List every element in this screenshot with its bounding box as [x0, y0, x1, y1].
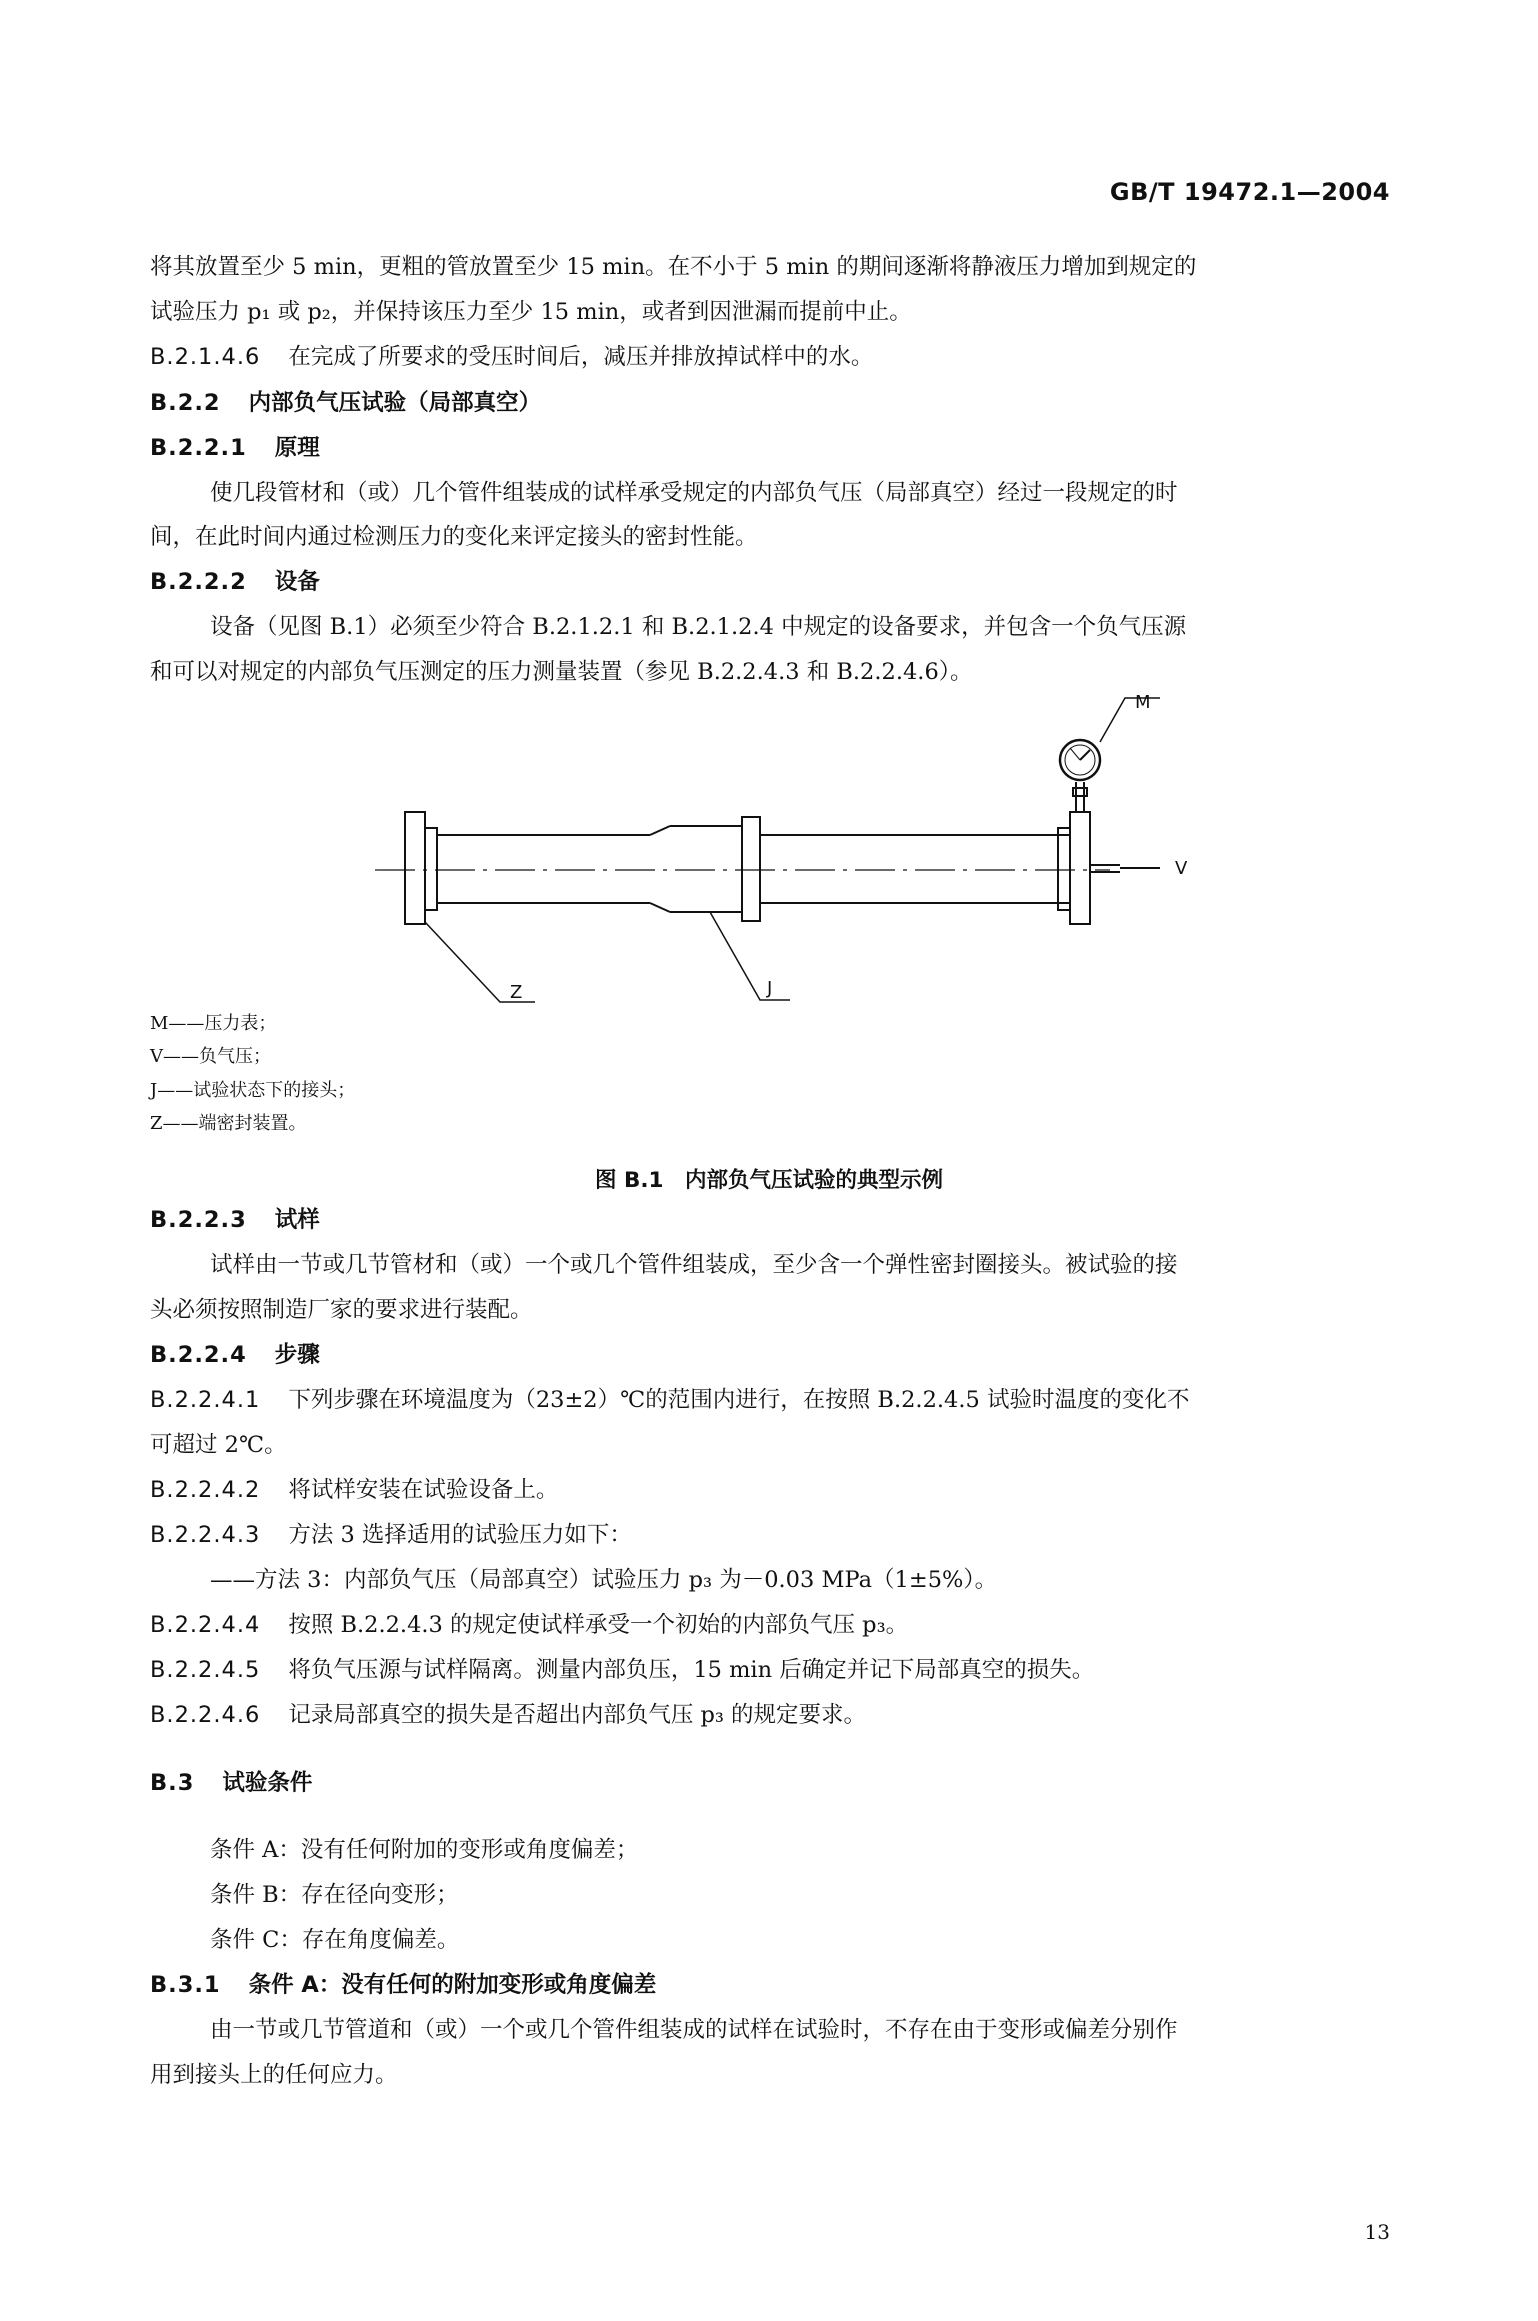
clause-number: B.2.2.4.2 — [150, 1477, 261, 1503]
list-item: ——方法 3：内部负气压（局部真空）试验压力 p₃ 为－0.03 MPa（1±5%）。 — [210, 1567, 998, 1593]
clause-b2244 — [150, 1610, 908, 1640]
standard-number: GB/T 19472.1—2004 — [1109, 178, 1390, 206]
heading-b3 — [150, 1768, 312, 1798]
left-end-plate — [425, 828, 437, 910]
legend-item: J——试验状态下的接头； — [150, 1080, 356, 1101]
heading-title: 步骤 — [274, 1342, 320, 1368]
left-end-seal — [405, 812, 425, 924]
heading-b223 — [150, 1205, 320, 1235]
paragraph-line: 用到接头上的任何应力。 — [150, 2062, 398, 2088]
condition-c: 条件 C：存在角度偏差。 — [210, 1927, 460, 1953]
heading-number: B.2.2.2 — [150, 569, 247, 595]
label-z: Z — [510, 982, 523, 1003]
joint-ring — [742, 817, 760, 921]
clause-b2243 — [150, 1520, 632, 1550]
pressure-gauge-icon — [1060, 740, 1100, 780]
clause-text: 将负气压源与试样隔离。测量内部负压，15 min 后确定并记下局部真空的损失。 — [288, 1657, 1095, 1683]
clause-number: B.2.2.4.1 — [150, 1387, 261, 1413]
legend-item: M——压力表； — [150, 1013, 277, 1034]
paragraph-line: 可超过 2℃。 — [150, 1432, 287, 1458]
paragraph-line: 间，在此时间内通过检测压力的变化来评定接头的密封性能。 — [150, 524, 758, 550]
heading-b224 — [150, 1340, 320, 1370]
right-end-plate — [1058, 828, 1070, 910]
heading-number: B.3.1 — [150, 1972, 221, 1998]
clause-text: 方法 3 选择适用的试验压力如下： — [288, 1522, 632, 1548]
heading-title: 条件 A：没有任何的附加变形或角度偏差 — [248, 1972, 657, 1998]
clause-text: 记录局部真空的损失是否超出内部负气压 p₃ 的规定要求。 — [288, 1702, 867, 1728]
page-number: 13 — [1364, 2220, 1390, 2244]
label-v: V — [1175, 858, 1188, 879]
clause-text: 在完成了所要求的受压时间后，减压并排放掉试样中的水。 — [288, 344, 874, 370]
clause-text: 按照 B.2.2.4.3 的规定使试样承受一个初始的内部负气压 p₃。 — [288, 1612, 909, 1638]
clause-text: 下列步骤在环境温度为（23±2）℃的范围内进行，在按照 B.2.2.4.5 试验时温度的变化不 — [288, 1387, 1190, 1413]
clause-number: B.2.2.4.6 — [150, 1702, 261, 1728]
clause-b2146 — [150, 342, 873, 372]
heading-b221 — [150, 433, 320, 463]
paragraph-line: 试验压力 p₁ 或 p₂，并保持该压力至少 15 min，或者到因泄漏而提前中止。 — [150, 299, 912, 325]
clause-number: B.2.2.4.5 — [150, 1657, 261, 1683]
heading-number: B.2.2 — [150, 390, 221, 416]
legend-item: V——负气压； — [150, 1046, 271, 1067]
clause-b2245 — [150, 1655, 1094, 1685]
condition-a: 条件 A：没有任何附加的变形或角度偏差； — [210, 1837, 639, 1863]
heading-title: 试样 — [274, 1207, 320, 1233]
label-j: J — [767, 978, 773, 999]
heading-number: B.2.2.4 — [150, 1342, 247, 1368]
clause-text: 将试样安装在试验设备上。 — [288, 1477, 559, 1503]
clause-b2246 — [150, 1700, 866, 1730]
heading-title: 内部负气压试验（局部真空） — [248, 390, 542, 416]
clause-number: B.2.1.4.6 — [150, 344, 261, 370]
heading-b22 — [150, 388, 541, 418]
paragraph-line: 和可以对规定的内部负气压测定的压力测量装置（参见 B.2.2.4.3 和 B.2.2.4.6）。 — [150, 659, 973, 685]
heading-title: 设备 — [274, 569, 320, 595]
right-end-seal — [1070, 812, 1090, 924]
heading-number: B.2.2.3 — [150, 1207, 247, 1233]
clause-number: B.2.2.4.3 — [150, 1522, 261, 1548]
heading-b222 — [150, 567, 320, 597]
clause-number: B.2.2.4.4 — [150, 1612, 261, 1638]
paragraph-line: 试样由一节或几节管材和（或）一个或几个管件组装成，至少含一个弹性密封圈接头。被试验的接 — [210, 1252, 1178, 1278]
test-setup-diagram — [360, 690, 1220, 1030]
heading-number: B.3 — [150, 1770, 195, 1796]
heading-title: 试验条件 — [222, 1770, 313, 1796]
clause-b2242 — [150, 1475, 558, 1505]
label-m: M — [1135, 692, 1151, 713]
paragraph-line: 设备（见图 B.1）必须至少符合 B.2.1.2.1 和 B.2.1.2.4 中规定的设备要求，并包含一个负气压源 — [210, 614, 1187, 640]
heading-b31 — [150, 1970, 656, 2000]
condition-b: 条件 B：存在径向变形； — [210, 1882, 459, 1908]
clause-b2241 — [150, 1385, 1190, 1415]
heading-title: 原理 — [274, 435, 320, 461]
paragraph-line: 将其放置至少 5 min，更粗的管放置至少 15 min。在不小于 5 min 的期间逐渐将静液压力增加到规定的 — [150, 254, 1197, 280]
heading-number: B.2.2.1 — [150, 435, 247, 461]
paragraph-line: 使几段管材和（或）几个管件组装成的试样承受规定的内部负气压（局部真空）经过一段规定的时 — [210, 480, 1178, 506]
paragraph-line: 头必须按照制造厂家的要求进行装配。 — [150, 1297, 533, 1323]
legend-item: Z——端密封装置。 — [150, 1113, 307, 1134]
figure-caption: 图 B.1 内部负气压试验的典型示例 — [594, 1168, 943, 1193]
paragraph-line: 由一节或几节管道和（或）一个或几个管件组装成的试样在试验时，不存在由于变形或偏差分别作 — [210, 2017, 1178, 2043]
